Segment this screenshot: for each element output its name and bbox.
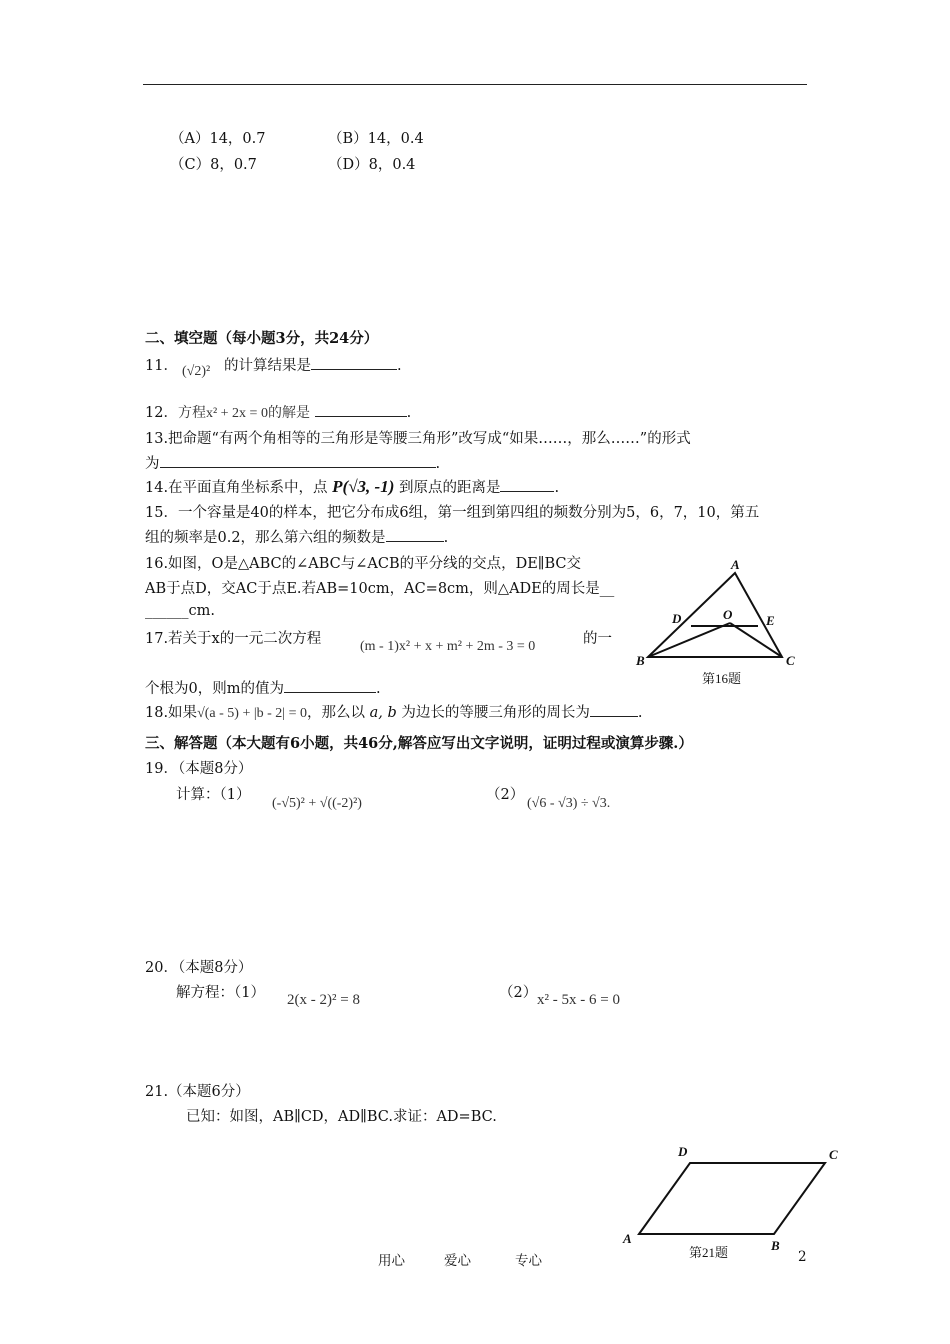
q18-expr: √(a - 5) + |b - 2| = 0 xyxy=(197,706,308,721)
q12-expr: 方程x² + 2x = 0的解是 xyxy=(177,406,310,421)
q17-end-line1: 的一 xyxy=(583,631,612,647)
q11 xyxy=(145,354,178,375)
footer-w3: 专心 xyxy=(515,1253,542,1269)
q20-label2: （2） xyxy=(499,985,538,1001)
q13-end: . xyxy=(435,456,441,472)
fig16-bo-line xyxy=(648,623,730,657)
footer-w2: 爱心 xyxy=(444,1253,471,1269)
section2-title: 二、填空题（每小题3分，共24分） xyxy=(145,330,379,347)
q18-text: 为边长的等腰三角形的周长为 xyxy=(401,705,590,721)
q11-end: . xyxy=(397,358,402,374)
q18-blank xyxy=(590,702,638,717)
q19-expr2-text: (√6 - √3) ÷ √3 xyxy=(527,796,607,811)
choice-b: （B）14，0.4 xyxy=(328,131,424,147)
page-number: 2 xyxy=(798,1249,807,1265)
choice-d: （D）8，0.4 xyxy=(328,157,416,173)
fig16-co-line xyxy=(730,623,782,657)
fig21-parallelogram xyxy=(639,1163,825,1234)
q20-expr1: 2(x - 2)² = 8 xyxy=(287,992,360,1008)
fig16-caption: 第16题 xyxy=(702,671,742,686)
q20-label1: 解方程：（1） xyxy=(176,985,265,1001)
q11-text-row xyxy=(224,354,402,375)
q15-blank xyxy=(386,527,444,542)
q18-mid: ，那么以 xyxy=(307,705,366,721)
fig16-label-d: D xyxy=(672,611,682,626)
choice-a: （A）14，0.7 xyxy=(170,131,266,147)
section3-title: 三、解答题（本大题有6小题，共46分,解答应写出文字说明，证明过程或演算步骤.） xyxy=(145,735,693,752)
fig21-label-b: B xyxy=(771,1238,780,1253)
q19-expr1: (-√5)² + √((-2)²) xyxy=(272,796,362,811)
footer-w1: 用心 xyxy=(378,1253,405,1269)
q15-line1: 15．一个容量是40的样本，把它分布成6组，第一组到第四组的频数分别为5，6，7，10，第五 xyxy=(145,505,760,521)
q14-point: P(√3, -1) xyxy=(332,477,395,496)
q13-start: 为 xyxy=(145,456,160,472)
q17-start: 17.若关于x的一元二次方程 xyxy=(145,631,322,647)
q20-head: 20．（本题8分） xyxy=(145,960,253,976)
q19-end: . xyxy=(606,796,611,811)
fig21-label-d: D xyxy=(678,1144,688,1159)
q18-vars: a, b xyxy=(369,705,397,721)
q11-blank xyxy=(311,355,397,370)
q12-num: 12． xyxy=(145,405,178,421)
q18-end: . xyxy=(637,705,643,721)
q19-label2: （2） xyxy=(486,787,525,803)
q20-expr2: x² - 5x - 6 = 0 xyxy=(537,992,620,1008)
figure-21 xyxy=(615,1140,850,1260)
figure-16 xyxy=(630,555,810,690)
q17-end: . xyxy=(375,681,381,697)
q17-line2-text: 个根为0，则m的值为 xyxy=(145,681,284,697)
q16-line1: 16.如图，O是△ABC的∠ABC与∠ACB的平分线的交点，DE∥BC交 xyxy=(145,556,582,572)
q18-start: 18.如果 xyxy=(145,705,198,721)
fig16-label-c: C xyxy=(786,653,795,668)
q13-blank xyxy=(160,453,436,468)
q17-line2 xyxy=(145,677,381,698)
q11-expr: (√2)² xyxy=(182,364,211,379)
q19-label1: 计算：（1） xyxy=(176,787,251,803)
fig16-label-o: O xyxy=(723,607,733,622)
q17-blank xyxy=(284,678,376,693)
header-rule xyxy=(143,84,807,85)
fig21-label-c: C xyxy=(829,1147,838,1162)
q17-expr: (m - 1)x² + x + m² + 2m - 3 = 0 xyxy=(360,639,536,654)
fig21-caption: 第21题 xyxy=(689,1245,729,1260)
fig16-label-e: E xyxy=(766,613,775,628)
q14-text: 到原点的距离是 xyxy=(398,480,501,496)
q15-end: . xyxy=(443,530,449,546)
q19-expr2 xyxy=(527,796,610,812)
q14 xyxy=(145,476,559,497)
q12-end: . xyxy=(406,405,412,421)
q18 xyxy=(145,701,643,722)
q13-line2 xyxy=(145,452,440,473)
q16-line2: AB于点D，交AC于点E.若AB=10cm，AC=8cm，则△ADE的周长是__ xyxy=(145,581,615,597)
q14-blank xyxy=(500,477,554,492)
fig16-label-b: B xyxy=(636,653,645,668)
choice-c: （C）8，0.7 xyxy=(170,157,257,173)
q14-start: 14.在平面直角坐标系中，点 xyxy=(145,480,328,496)
q16-line3: ______cm. xyxy=(145,603,215,619)
q11-text: 的计算结果是 xyxy=(224,358,311,374)
q21-text: 已知：如图，AB∥CD，AD∥BC.求证：AD=BC. xyxy=(186,1109,497,1125)
q12-blank xyxy=(315,402,407,417)
q21-head: 21.（本题6分） xyxy=(145,1084,250,1100)
fig21-label-a: A xyxy=(623,1231,632,1246)
q14-end: . xyxy=(554,480,560,496)
q15-line2 xyxy=(145,526,448,547)
q15-text: 组的频率是0.2，那么第六组的频数是 xyxy=(145,530,386,546)
q11-num: 11． xyxy=(145,358,178,374)
q13-line1: 13.把命题“有两个角相等的三角形是等腰三角形”改写成“如果……，那么……”的形式 xyxy=(145,431,691,447)
q19-head: 19．（本题8分） xyxy=(145,761,253,777)
q12 xyxy=(145,401,411,422)
fig16-label-a: A xyxy=(731,557,740,572)
